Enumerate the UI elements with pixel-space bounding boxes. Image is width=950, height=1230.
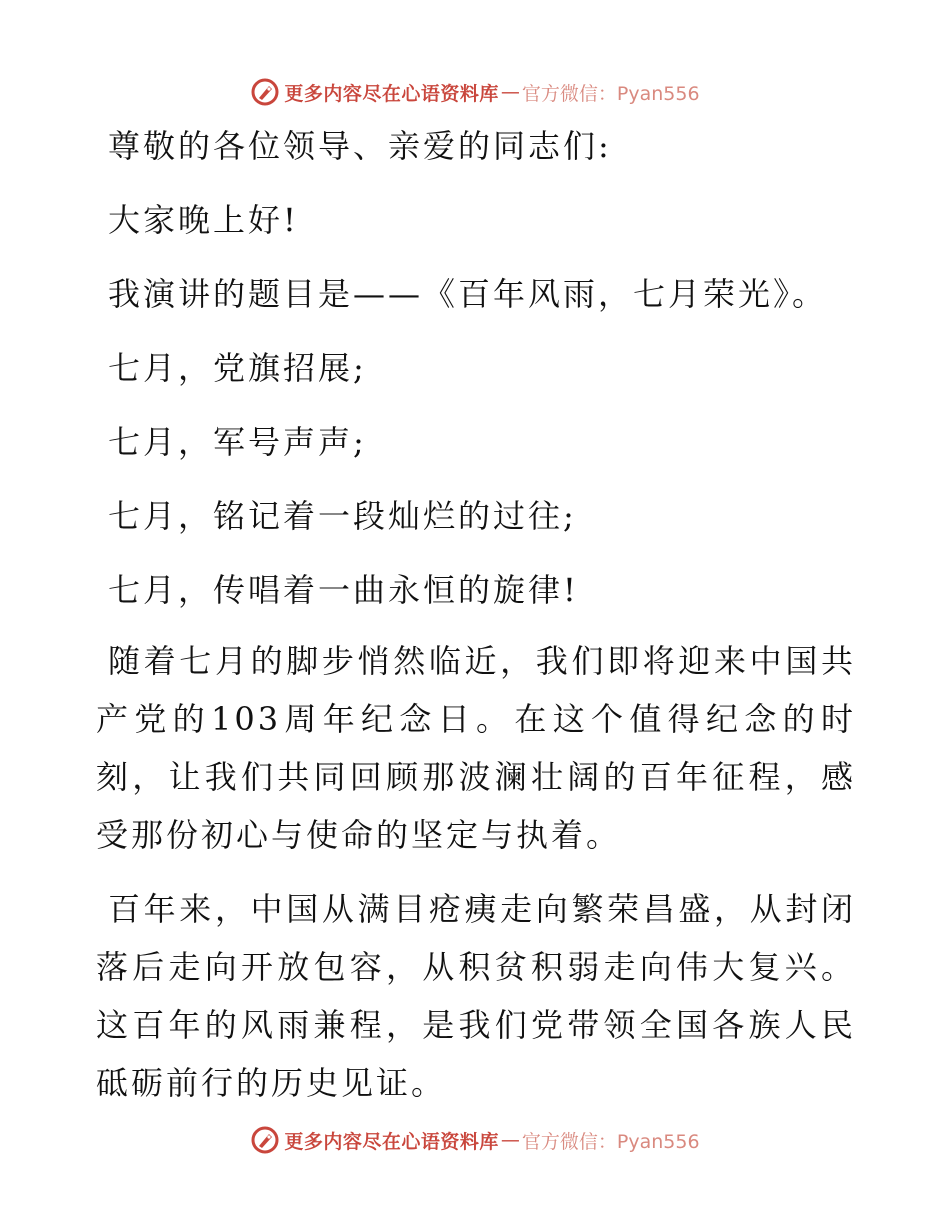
footer-banner-text: 更多内容尽在心语资料库 <box>284 1130 499 1153</box>
verse-line: 七月，党旗招展; <box>108 349 367 387</box>
greeting-line: 尊敬的各位领导、亲爱的同志们: <box>108 127 612 165</box>
greeting-evening-line: 大家晚上好! <box>108 201 299 239</box>
verse-line: 七月，军号声声; <box>108 423 367 461</box>
footer-weixin-text: 官方微信：Pyan556 <box>521 1130 700 1153</box>
verse-line: 七月，铭记着一段灿烂的过往; <box>108 497 577 535</box>
header-banner-text: 更多内容尽在心语资料库 <box>284 82 499 105</box>
header-banner <box>0 72 950 112</box>
body-paragraph: 百年来，中国从满目疮痍走向繁荣昌盛，从封闭落后走向开放包容，从积贫积弱走向伟大复兴。这百年的风雨兼程，是我们党带领全国各族人民砥砺前行的历史见证。 <box>96 890 856 1102</box>
speech-title-line: 我演讲的题目是——《百年风雨，七月荣光》。 <box>108 275 828 313</box>
footer-banner-separator: — <box>500 1129 520 1151</box>
pen-nib-logo-icon <box>250 1125 280 1155</box>
header-banner-separator: — <box>500 81 520 103</box>
body-paragraph: 随着七月的脚步悄然临近，我们即将迎来中国共产党的103周年纪念日。在这个值得纪念的时刻，让我们共同回顾那波澜壮阔的百年征程，感受那份初心与使命的坚定与执着。 <box>96 642 856 854</box>
document-body <box>96 124 856 1112</box>
pen-nib-logo-icon <box>250 77 280 107</box>
verse-line: 七月，传唱着一曲永恒的旋律! <box>108 571 579 609</box>
header-weixin-text: 官方微信：Pyan556 <box>521 82 700 105</box>
footer-banner <box>0 1120 950 1160</box>
